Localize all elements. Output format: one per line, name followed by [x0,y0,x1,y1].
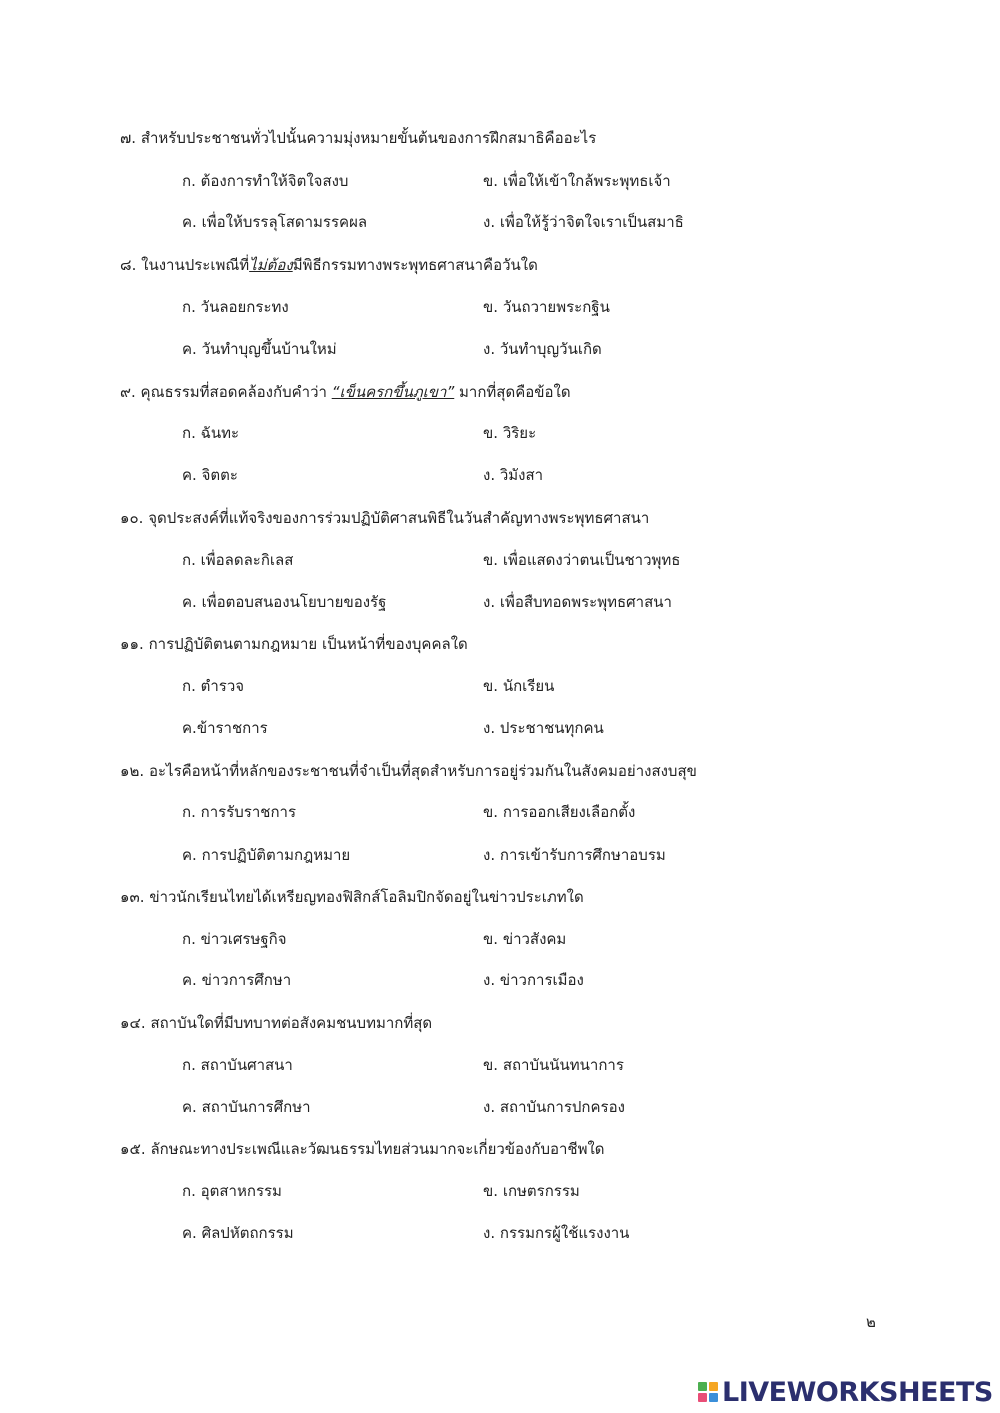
option-d[interactable] [483,337,602,361]
option-letter: ค. [182,971,197,989]
option-text: วันลอยกระทง [200,298,289,316]
option-text: เกษตรกรรม [502,1182,580,1200]
option-text: เพื่อให้รู้ว่าจิตใจเราเป็นสมาธิ [499,213,684,231]
option-text: สถาบันการศึกษา [201,1098,311,1116]
option-letter: ก. [182,1056,196,1074]
question-8 [120,253,538,277]
option-letter: ข. [483,1056,499,1074]
option-letter: ข. [483,930,499,948]
option-c[interactable] [182,1095,311,1119]
option-d[interactable] [483,463,543,487]
option-letter: ง. [483,719,496,737]
question-text: อะไรคือหน้าที่หลักของระชาชนที่จำเป็นที่สุดสำหรับการอยู่ร่วมกันในสังคมอย่างสงบสุข [148,762,697,780]
option-d[interactable] [483,968,584,992]
option-d[interactable] [483,210,684,234]
option-c[interactable] [182,210,367,234]
option-text: วิริยะ [502,424,537,442]
option-text: เพื่อสืบทอดพระพุทธศาสนา [499,593,672,611]
option-text: เพื่อตอบสนองนโยบายของรัฐ [201,593,387,611]
option-a[interactable] [182,927,286,951]
option-a[interactable] [182,169,348,193]
option-letter: ค. [182,340,197,358]
option-text: ฉันทะ [200,424,240,442]
option-letter: ค. [182,1224,197,1242]
question-number: ๘. [120,256,137,274]
option-b[interactable] [483,169,671,193]
option-b[interactable] [483,1053,624,1077]
question-15 [120,1137,605,1161]
option-letter: ข. [483,803,499,821]
option-d[interactable] [483,843,666,867]
option-letter: ก. [182,803,196,821]
option-b[interactable] [483,421,536,445]
option-letter: ง. [483,1098,496,1116]
question-number: ๑๒. [120,762,145,780]
option-a[interactable] [182,1179,282,1203]
option-letter: ก. [182,930,196,948]
option-text: ข้าราชการ [196,719,268,737]
option-text: อุตสาหกรรม [200,1182,282,1200]
option-c[interactable] [182,716,268,740]
option-a[interactable] [182,295,289,319]
option-letter: ก. [182,1182,196,1200]
question-text-before: คุณธรรมที่สอดคล้องกับคำว่า [140,383,332,401]
option-letter: ก. [182,677,196,695]
question-text: การปฏิบัติตนตามกฎหมาย เป็นหน้าที่ของบุคคลใด [148,635,468,653]
option-text: การรับราชการ [200,803,297,821]
option-letter: ก. [182,424,196,442]
question-number: ๗. [120,129,137,147]
question-7 [120,126,596,150]
question-9 [120,380,571,404]
option-letter: ค. [182,466,197,484]
option-a[interactable] [182,800,296,824]
option-letter: ง. [483,340,496,358]
option-text: ข่าวเศรษฐกิจ [200,930,287,948]
option-b[interactable] [483,800,635,824]
option-text: ศิลปหัตถกรรม [201,1224,294,1242]
option-text: เพื่อแสดงว่าตนเป็นชาวพุทธ [502,551,681,569]
question-number: ๑๐. [120,509,144,527]
option-text: เพื่อลดละกิเลส [200,551,294,569]
option-c[interactable] [182,463,238,487]
question-10 [120,506,649,530]
option-c[interactable] [182,337,337,361]
question-number: ๑๔. [120,1014,146,1032]
option-letter: ง. [483,846,496,864]
option-d[interactable] [483,1095,625,1119]
option-letter: ก. [182,551,196,569]
option-b[interactable] [483,548,680,572]
option-c[interactable] [182,590,386,614]
option-c[interactable] [182,1221,294,1245]
option-c[interactable] [182,843,350,867]
option-letter: ข. [483,1182,499,1200]
question-text: ข่าวนักเรียนไทยได้เหรียญทองฟิสิกส์โอลิมปิกจัดอยู่ในข่าวประเภทใด [149,888,584,906]
question-text: ลักษณะทางประเพณีและวัฒนธรรมไทยส่วนมากจะเกี่ยวข้องกับอาชีพใด [150,1140,605,1158]
option-text: ข่าวสังคม [502,930,567,948]
option-b[interactable] [483,674,554,698]
question-12 [120,759,697,783]
option-a[interactable] [182,674,244,698]
question-13 [120,885,584,909]
question-emphasis: ไม่ต้อง [249,256,293,274]
option-text: ต้องการทำให้จิตใจสงบ [200,172,349,190]
option-letter: ง. [483,213,496,231]
option-letter: ข. [483,298,499,316]
option-letter: ข. [483,551,499,569]
question-emphasis: “เข็นครกขึ้นภูเขา” [331,383,455,401]
option-text: วันทำบุญวันเกิด [499,340,602,358]
option-letter: ค. [182,719,197,737]
option-b[interactable] [483,295,610,319]
option-a[interactable] [182,421,239,445]
option-a[interactable] [182,548,293,572]
option-b[interactable] [483,1179,580,1203]
option-letter: ค. [182,1098,197,1116]
option-c[interactable] [182,968,291,992]
question-11 [120,632,468,656]
option-text: สถาบันการปกครอง [499,1098,625,1116]
question-number: ๑๑. [120,635,144,653]
question-text: สถาบันใดที่มีบทบาทต่อสังคมชนบทมากที่สุด [150,1014,433,1032]
option-text: จิตตะ [201,466,238,484]
option-letter: ข. [483,424,499,442]
question-14 [120,1011,432,1035]
question-text: จุดประสงค์ที่แท้จริงของการร่วมปฏิบัติศาสนพิธีในวันสำคัญทางพระพุทธศาสนา [148,509,650,527]
liveworksheets-logo [698,1377,993,1407]
question-text-after: มากที่สุดคือข้อใด [454,383,571,401]
option-letter: ง. [483,1224,496,1242]
option-text: นักเรียน [502,677,555,695]
option-text: ประชาชนทุกคน [499,719,604,737]
question-number: ๑๓. [120,888,145,906]
option-letter: ง. [483,466,496,484]
option-text: สถาบันศาสนา [200,1056,293,1074]
question-number: ๙. [120,383,136,401]
option-letter: ค. [182,213,197,231]
option-letter: ข. [483,677,499,695]
option-text: ตำรวจ [200,677,245,695]
option-text: กรรมกรผู้ใช้แรงงาน [499,1224,630,1242]
option-text: วันทำบุญขึ้นบ้านใหม่ [201,340,337,358]
question-text: สำหรับประชาชนทั่วไปนั้นความมุ่งหมายขั้นต้นของการฝึกสมาธิคืออะไร [140,129,597,147]
option-letter: ก. [182,298,196,316]
question-number: ๑๕. [120,1140,146,1158]
option-text: เพื่อให้บรรลุโสดามรรคผล [201,213,368,231]
page-number: ๒ [866,1313,876,1331]
option-text: สถาบันนันทนาการ [502,1056,624,1074]
option-letter: ค. [182,846,197,864]
option-a[interactable] [182,1053,293,1077]
option-letter: ง. [483,593,496,611]
question-text-before: ในงานประเพณีที่ [141,256,250,274]
option-text: เพื่อให้เข้าใกล้พระพุทธเจ้า [502,172,671,190]
option-letter: ค. [182,593,197,611]
option-d[interactable] [483,716,604,740]
logo-text: LIVEWORKSHEETS [722,1376,993,1408]
option-text: การปฏิบัติตามกฎหมาย [201,846,351,864]
option-b[interactable] [483,927,566,951]
option-d[interactable] [483,590,672,614]
option-letter: ง. [483,971,496,989]
option-text: วันถวายพระกฐิน [502,298,610,316]
option-d[interactable] [483,1221,629,1245]
option-text: วิมังสา [499,466,544,484]
live-mark-icon [698,1382,718,1402]
question-text-after: มีพิธีกรรมทางพระพุทธศาสนาคือวันใด [292,256,538,274]
option-text: ข่าวการศึกษา [201,971,292,989]
option-text: การเข้ารับการศึกษาอบรม [499,846,666,864]
option-text: ข่าวการเมือง [499,971,584,989]
option-letter: ก. [182,172,196,190]
option-letter: ข. [483,172,499,190]
option-text: การออกเสียงเลือกตั้ง [502,803,636,821]
